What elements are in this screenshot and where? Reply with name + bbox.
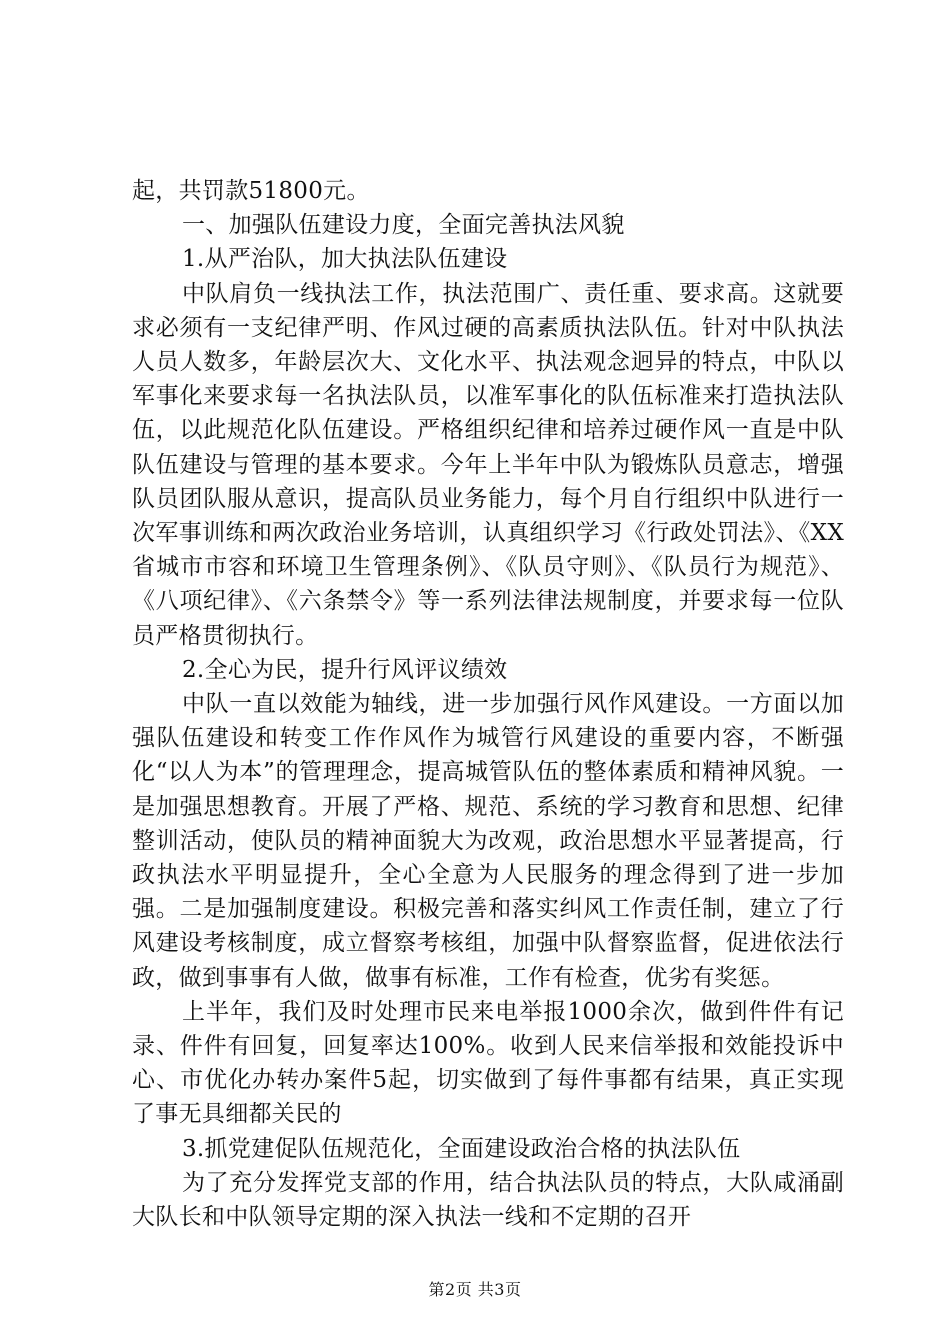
paragraph: 中队肩负一线执法工作，执法范围广、责任重、要求高。这就要求必须有一支纪律严明、作风过硬的高素质执法队伍。针对中队执法人员人数多，年龄层次大、文化水平、执法观念迥异的特点，中队以军事化来要求每一名执法队员，以准军事化的队伍标准来打造执法队伍，以此规范化队伍建设。严格组织纪律和培养过硬作风一直是中队队伍建设与管理的基本要求。今年上半年中队为锻炼队员意志，增强队员团队服从意识，提高队员业务能力，每个月自行组织中队进行一次军事训练和两次政治业务培训，认真组织学习《行政处罚法》、《XX省城市市容和环境卫生管理条例》、《队员守则》、《队员行为规范》、《八项纪律》、《六条禁令》等一系列法律法规制度，并要求每一位队员严格贯彻执行。	[132, 280, 844, 649]
subsection-heading: 1.从严治队，加大执法队伍建设	[182, 246, 508, 273]
page-number: 第2页 共3页	[428, 1280, 522, 1299]
paragraph: 起，共罚款51800元。	[132, 178, 370, 204]
subsection-heading: 3.抓党建促队伍规范化，全面建设政治合格的执法队伍	[182, 1135, 741, 1162]
document-body	[132, 174, 844, 1234]
paragraph: 上半年，我们及时处理市民来电举报1000余次，做到件件有记录、件件有回复，回复率达100%。收到人民来信举报和效能投诉中心、市优化办转办案件5起，切实做到了每件事都有结果，真正实现了事无具细都关民的	[132, 998, 844, 1128]
paragraph: 为了充分发挥党支部的作用，结合执法队员的特点，大队咸涌副大队长和中队领导定期的深入执法一线和不定期的召开	[132, 1169, 844, 1231]
subsection-heading: 2.全心为民，提升行风评议绩效	[182, 656, 508, 683]
page-footer	[0, 1277, 950, 1300]
section-heading: 一、加强队伍建设力度，全面完善执法风貌	[182, 212, 625, 239]
paragraph: 中队一直以效能为轴线，进一步加强行风作风建设。一方面以加强队伍建设和转变工作作风作为城管行风建设的重要内容，不断强化“以人为本”的管理理念，提高城管队伍的整体素质和精神风貌。一是加强思想教育。开展了严格、规范、系统的学习教育和思想、纪律整训活动，使队员的精神面貌大为改观，政治思想水平显著提高，行政执法水平明显提升，全心全意为人民服务的理念得到了进一步加强。二是加强制度建设。积极完善和落实纠风工作责任制，建立了行风建设考核制度，成立督察考核组，加强中队督察监督，促进依法行政，做到事事有人做，做事有标准，工作有检查，优劣有奖惩。	[132, 691, 844, 991]
